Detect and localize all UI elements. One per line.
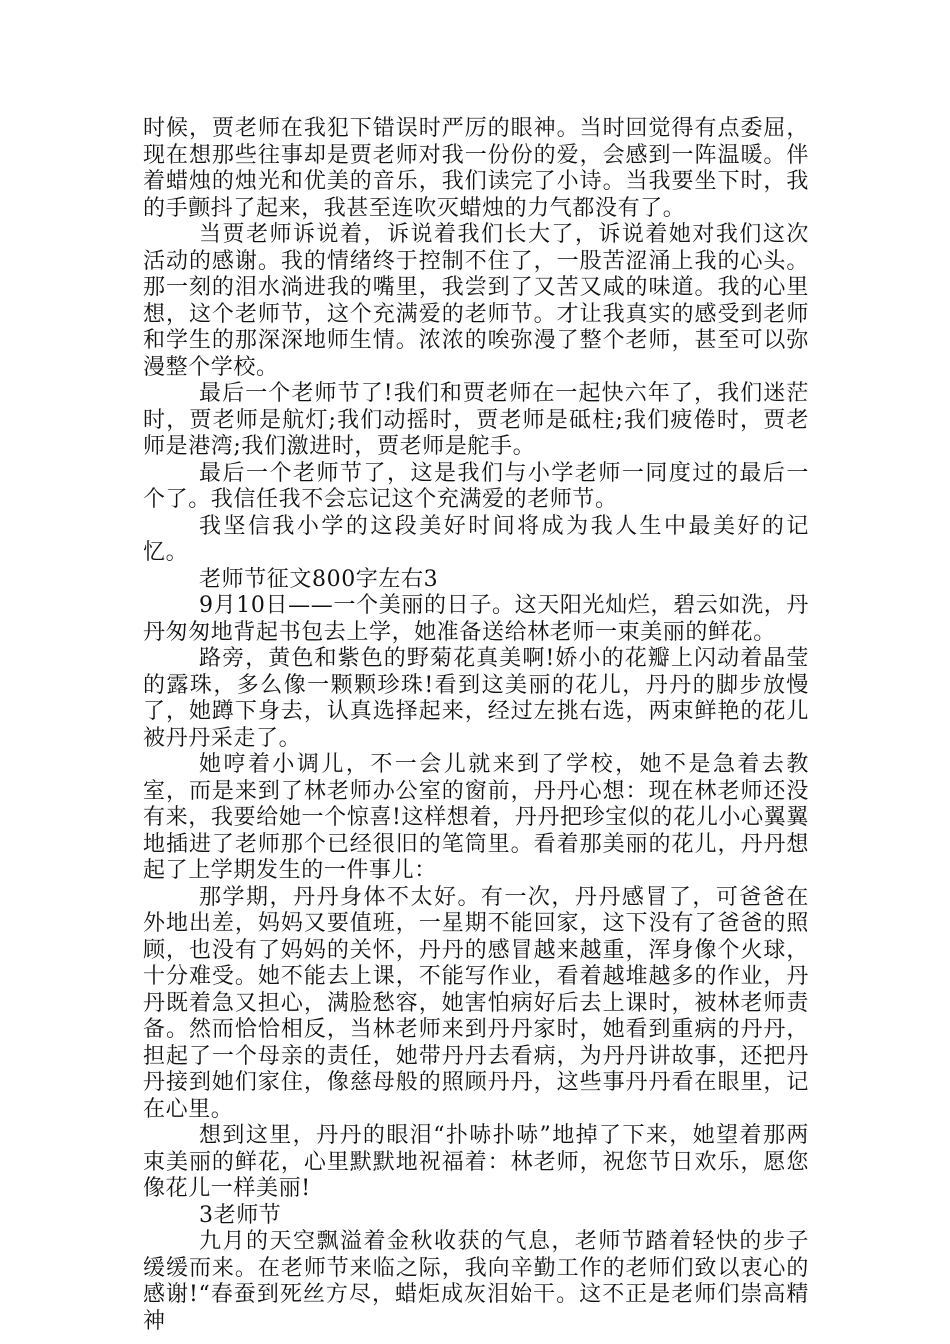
paragraph: 当贾老师诉说着，诉说着我们长大了，诉说着她对我们这次活动的感谢。我的情绪终于控制不住了，一股苦涩涌上我的心头。那一刻的泪水淌进我的嘴里，我尝到了又苦又咸的味道。我的心里想，这个老师节，这个充满爱的老师节。才让我真实的感受到老师和学生的那深深地师生情。浓浓的唉弥漫了整个老师，甚至可以弥漫整个学校。	[143, 222, 809, 380]
paragraph: 我坚信我小学的这段美好时间将成为我人生中最美好的记忆。	[143, 513, 809, 565]
paragraph: 9月10日——一个美丽的日子。这天阳光灿烂，碧云如洗，丹丹匆匆地背起书包去上学，她准备送给林老师一束美丽的鲜花。	[143, 593, 809, 645]
paragraph: 九月的天空飘溢着金秋收获的气息，老师节踏着轻快的步子缓缓而来。在老师节来临之际，我向辛勤工作的老师们致以衷心的感谢!“春蚕到死丝方尽，蜡炬成灰泪始干。这不正是老师们崇高精神	[143, 1229, 809, 1334]
paragraph: 最后一个老师节了，这是我们与小学老师一同度过的最后一个了。我信任我不会忘记这个充满爱的老师节。	[143, 460, 809, 512]
paragraph: 时候，贾老师在我犯下错误时严厉的眼神。当时回觉得有点委屈，现在想那些往事却是贾老师对我一份份的爱，会感到一阵温暖。伴着蜡烛的烛光和优美的音乐，我们读完了小诗。当我要坐下时，我的手颤抖了起来，我甚至连吹灭蜡烛的力气都没有了。	[143, 116, 809, 221]
document-page	[143, 116, 809, 1335]
section-heading: 老师节征文800字左右3	[199, 566, 439, 592]
paragraph: 那学期，丹丹身体不太好。有一次，丹丹感冒了，可爸爸在外地出差，妈妈又要值班，一星期不能回家，这下没有了爸爸的照顾，也没有了妈妈的关怀，丹丹的感冒越来越重，浑身像个火球，十分难受。她不能去上课，不能写作业，看着越堆越多的作业，丹丹既着急又担心，满脸愁容，她害怕病好后去上课时，被林老师责备。然而恰恰相反，当林老师来到丹丹家时，她看到重病的丹丹，担起了一个母亲的责任，她带丹丹去看病，为丹丹讲故事，还把丹丹接到她们家住，像慈母般的照顾丹丹，这些事丹丹看在眼里，记在心里。	[143, 884, 809, 1122]
paragraph: 想到这里，丹丹的眼泪“扑哧扑哧”地掉了下来，她望着那两束美丽的鲜花，心里默默地祝福着：林老师，祝您节日欢乐，愿您像花儿一样美丽!	[143, 1123, 809, 1201]
paragraph: 路旁，黄色和紫色的野菊花真美啊!娇小的花瓣上闪动着晶莹的露珠，多么像一颗颗珍珠!看到这美丽的花儿，丹丹的脚步放慢了，她蹲下身去，认真选择起来，经过左挑右选，两束鲜艳的花儿被丹丹采走了。	[143, 646, 809, 751]
paragraph: 最后一个老师节了!我们和贾老师在一起快六年了，我们迷茫时，贾老师是航灯;我们动摇时，贾老师是砥柱;我们疲倦时，贾老师是港湾;我们激进时，贾老师是舵手。	[143, 381, 809, 459]
paragraph: 她哼着小调儿，不一会儿就来到了学校，她不是急着去教室，而是来到了林老师办公室的窗前，丹丹心想：现在林老师还没有来，我要给她一个惊喜!这样想着，丹丹把珍宝似的花儿小心翼翼地插进了老师那个已经很旧的笔筒里。看着那美丽的花儿，丹丹想起了上学期发生的一件事儿：	[143, 752, 809, 883]
section-heading: 3老师节	[199, 1202, 282, 1228]
